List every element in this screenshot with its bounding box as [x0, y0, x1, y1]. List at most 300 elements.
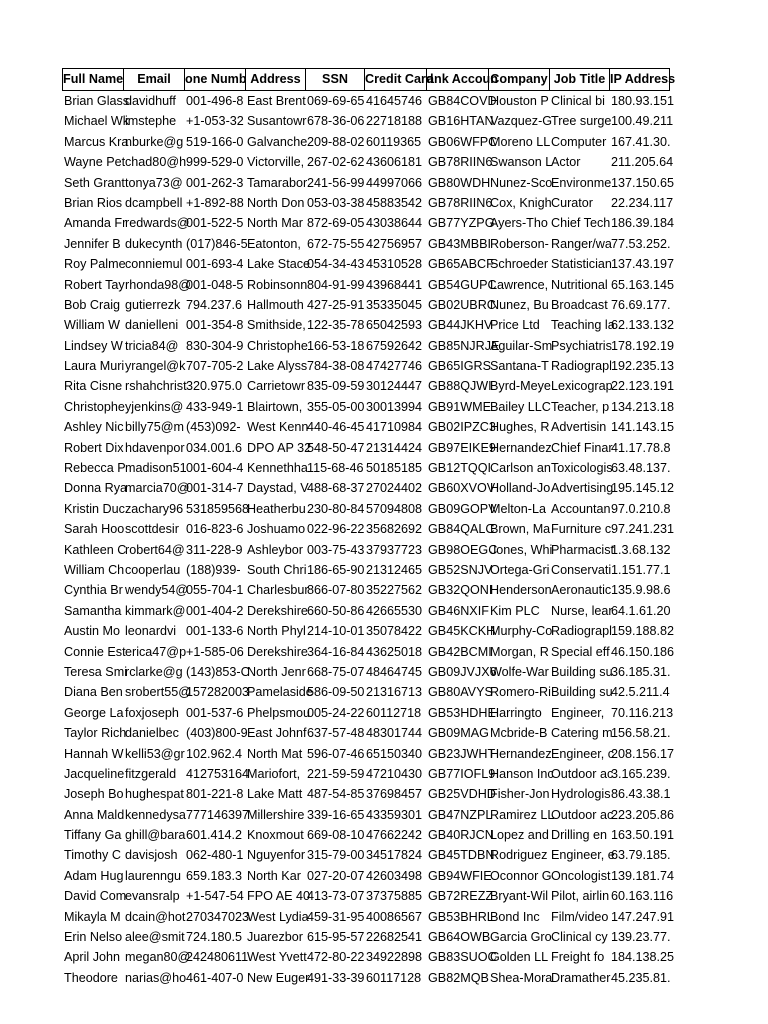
table-cell[interactable]: 97.241.231: [611, 522, 675, 537]
table-cell[interactable]: Freight fo: [551, 950, 605, 965]
table-cell[interactable]: 001-133-6: [186, 624, 244, 639]
table-cell[interactable]: 660-50-86: [307, 603, 365, 618]
table-cell[interactable]: Computer: [551, 134, 607, 149]
table-cell[interactable]: gutierrezk: [125, 297, 181, 312]
table-cell[interactable]: 156.58.21.: [611, 726, 671, 741]
table-cell[interactable]: Derekshire: [247, 644, 308, 659]
table-cell[interactable]: 804-91-99: [307, 277, 365, 292]
table-cell[interactable]: GB85NJRJE: [428, 338, 500, 353]
table-cell[interactable]: Charlesbur: [247, 583, 309, 598]
table-cell[interactable]: 45.235.81.: [611, 970, 671, 985]
table-cell[interactable]: Robert Dix: [64, 440, 124, 455]
table-cell[interactable]: Kristin Duc: [64, 501, 125, 516]
table-cell[interactable]: chad80@h: [125, 155, 187, 170]
table-cell[interactable]: 311-228-9: [186, 542, 243, 557]
table-cell[interactable]: madison51: [125, 461, 187, 476]
table-cell[interactable]: 601.414.2: [186, 828, 243, 843]
table-cell[interactable]: dcain@hot: [125, 909, 186, 924]
table-cell[interactable]: Samantha: [64, 603, 122, 618]
table-cell[interactable]: Marcus Kra: [64, 134, 129, 149]
table-cell[interactable]: 43968441: [366, 277, 423, 292]
table-cell[interactable]: 472-80-22: [307, 950, 365, 965]
table-cell[interactable]: GB88QJWI: [428, 379, 492, 394]
table-cell[interactable]: GB45TDBN: [428, 848, 495, 863]
table-cell[interactable]: 005-24-22: [307, 705, 365, 720]
table-cell[interactable]: 3.165.239.: [611, 766, 671, 781]
table-cell[interactable]: GB84QALC: [428, 522, 495, 537]
table-cell[interactable]: 615-95-57: [307, 930, 365, 945]
table-cell[interactable]: 42756957: [366, 236, 423, 251]
table-cell[interactable]: Eatonton,: [247, 236, 301, 251]
table-cell[interactable]: 001-537-6: [186, 705, 244, 720]
table-cell[interactable]: Ashleybor: [247, 542, 304, 557]
table-cell[interactable]: GB47NZPL: [428, 807, 493, 822]
table-cell[interactable]: GB42BCMI: [428, 644, 492, 659]
table-cell[interactable]: Moreno LL: [490, 134, 551, 149]
table-cell[interactable]: yrangel@k: [125, 359, 186, 374]
table-cell[interactable]: kennedysa: [125, 807, 186, 822]
table-cell[interactable]: GB02UBRC: [428, 297, 496, 312]
table-cell[interactable]: Golden LL: [490, 950, 549, 965]
table-cell[interactable]: Swanson L: [490, 155, 553, 170]
table-cell[interactable]: 37937723: [366, 542, 423, 557]
table-cell[interactable]: Lake Alyss: [247, 359, 308, 374]
table-cell[interactable]: Hallmouth: [247, 297, 304, 312]
table-cell[interactable]: Brown, Ma: [490, 522, 551, 537]
table-cell[interactable]: +1-585-06: [186, 644, 244, 659]
table-cell[interactable]: +1-892-88: [186, 195, 244, 210]
table-cell[interactable]: 45883542: [366, 195, 423, 210]
table-cell[interactable]: Bob Craig: [64, 297, 121, 312]
table-cell[interactable]: Bond Inc: [490, 909, 540, 924]
table-cell[interactable]: Furniture c: [551, 522, 612, 537]
table-cell[interactable]: Cox, Knigh: [490, 195, 552, 210]
table-cell[interactable]: Tree surge: [551, 114, 612, 129]
table-cell[interactable]: 22682541: [366, 930, 423, 945]
table-cell[interactable]: GB78RIIN6: [428, 155, 493, 170]
table-cell[interactable]: 42603498: [366, 868, 423, 883]
table-cell[interactable]: rclarke@g: [125, 664, 183, 679]
table-cell[interactable]: 413-73-07: [307, 889, 365, 904]
table-cell[interactable]: 027-20-07: [307, 868, 365, 883]
table-cell[interactable]: Hydrologis: [551, 787, 611, 802]
table-cell[interactable]: 339-16-65: [307, 807, 365, 822]
table-cell[interactable]: 100.49.211: [611, 114, 674, 129]
table-cell[interactable]: 1.3.68.132: [611, 542, 671, 557]
table-cell[interactable]: tonya73@: [125, 175, 183, 190]
table-cell[interactable]: (017)846-5: [186, 236, 248, 251]
table-cell[interactable]: scottdesir: [125, 522, 179, 537]
table-cell[interactable]: 70.116.213: [611, 705, 674, 720]
table-cell[interactable]: GB98OEGC: [428, 542, 498, 557]
column-header[interactable]: IP Address: [610, 69, 670, 90]
table-cell[interactable]: Lawrence,: [490, 277, 549, 292]
table-cell[interactable]: Psychiatris: [551, 338, 612, 353]
column-header[interactable]: Email: [124, 69, 185, 90]
table-cell[interactable]: ghill@bara: [125, 828, 186, 843]
table-cell[interactable]: (188)939-: [186, 562, 241, 577]
table-cell[interactable]: East Johnf: [247, 726, 307, 741]
table-cell[interactable]: Connie Est: [64, 644, 126, 659]
table-cell[interactable]: 134.213.18: [611, 399, 675, 414]
table-cell[interactable]: GB02IPZC3: [428, 420, 496, 435]
column-header[interactable]: Credit Card: [365, 69, 427, 90]
table-cell[interactable]: GB72REZZ: [428, 889, 494, 904]
table-cell[interactable]: 001-262-3: [186, 175, 244, 190]
table-cell[interactable]: Engineer, c: [551, 746, 615, 761]
table-cell[interactable]: Donna Rya: [64, 481, 128, 496]
table-cell[interactable]: danielleni: [125, 318, 179, 333]
table-cell[interactable]: narias@ho: [125, 970, 187, 985]
table-cell[interactable]: GB80AVYS: [428, 685, 493, 700]
table-cell[interactable]: GB23JWHT: [428, 746, 496, 761]
table-cell[interactable]: West Lydia: [247, 909, 309, 924]
table-cell[interactable]: 43038644: [366, 216, 423, 231]
table-cell[interactable]: 139.23.77.: [611, 930, 671, 945]
table-cell[interactable]: imstephe: [125, 114, 177, 129]
table-cell[interactable]: foxjoseph: [125, 705, 179, 720]
table-cell[interactable]: Blairtown,: [247, 399, 303, 414]
table-cell[interactable]: srobert55@: [125, 685, 191, 700]
table-cell[interactable]: West Yvett: [247, 950, 307, 965]
table-cell[interactable]: 63.48.137.: [611, 461, 671, 476]
table-cell[interactable]: rhonda98@: [125, 277, 192, 292]
table-cell[interactable]: 64.1.61.20: [611, 603, 671, 618]
table-cell[interactable]: 209-88-02: [307, 134, 365, 149]
table-cell[interactable]: GB06WFPC: [428, 134, 498, 149]
table-cell[interactable]: 184.138.25: [611, 950, 675, 965]
table-cell[interactable]: 137.150.65: [611, 175, 675, 190]
table-cell[interactable]: Romero-Ri: [490, 685, 551, 700]
table-cell[interactable]: Santana-T: [490, 359, 549, 374]
table-cell[interactable]: 669-08-10: [307, 828, 365, 843]
table-cell[interactable]: 001-604-4: [186, 461, 244, 476]
table-cell[interactable]: Clinical cy: [551, 930, 608, 945]
table-cell[interactable]: Outdoor ac: [551, 807, 614, 822]
table-cell[interactable]: Hernandez: [490, 746, 552, 761]
table-cell[interactable]: Brian Rios: [64, 195, 123, 210]
table-cell[interactable]: 242480611: [186, 950, 249, 965]
table-cell[interactable]: 320.975.0: [186, 379, 243, 394]
table-cell[interactable]: Hernandez: [490, 440, 552, 455]
table-cell[interactable]: (453)092-: [186, 420, 241, 435]
table-cell[interactable]: Building su: [551, 664, 613, 679]
table-cell[interactable]: 57094808: [366, 501, 423, 516]
table-cell[interactable]: 678-36-06: [307, 114, 365, 129]
table-cell[interactable]: 36.185.31.: [611, 664, 671, 679]
table-cell[interactable]: GB52SNJV: [428, 562, 493, 577]
table-cell[interactable]: Wolfe-War: [490, 664, 549, 679]
table-cell[interactable]: 47210430: [366, 766, 423, 781]
table-cell[interactable]: North Kar: [247, 868, 301, 883]
table-cell[interactable]: davisjosh: [125, 848, 178, 863]
table-cell[interactable]: Advertising: [551, 481, 614, 496]
table-cell[interactable]: 102.962.4: [186, 746, 243, 761]
table-cell[interactable]: 42665530: [366, 603, 423, 618]
table-cell[interactable]: Chief Finar: [551, 440, 613, 455]
table-cell[interactable]: 21314424: [366, 440, 423, 455]
table-cell[interactable]: 488-68-37: [307, 481, 365, 496]
table-cell[interactable]: 65.163.145: [611, 277, 675, 292]
table-cell[interactable]: 053-03-38: [307, 195, 365, 210]
column-header[interactable]: Company: [489, 69, 550, 90]
table-cell[interactable]: 65150340: [366, 746, 423, 761]
table-cell[interactable]: Environme: [551, 175, 612, 190]
table-cell[interactable]: Heatherbu: [247, 501, 306, 516]
table-cell[interactable]: Byrd-Meye: [490, 379, 551, 394]
table-cell[interactable]: Joseph Bo: [64, 787, 124, 802]
table-cell[interactable]: Advertisin: [551, 420, 607, 435]
table-cell[interactable]: 115-68-46: [307, 461, 364, 476]
table-cell[interactable]: 60117128: [366, 970, 422, 985]
table-cell[interactable]: Kennethha: [247, 461, 308, 476]
table-cell[interactable]: erica47@p: [125, 644, 187, 659]
table-cell[interactable]: Mikayla M: [64, 909, 121, 924]
table-cell[interactable]: 001-693-4: [186, 257, 244, 272]
table-cell[interactable]: Broadcast: [551, 297, 608, 312]
table-cell[interactable]: Lexicograp: [551, 379, 613, 394]
table-cell[interactable]: Seth Grant: [64, 175, 125, 190]
table-cell[interactable]: Lopez and: [490, 828, 549, 843]
table-cell[interactable]: +1-053-32: [186, 114, 244, 129]
table-cell[interactable]: GB45KCKH: [428, 624, 496, 639]
table-cell[interactable]: billy75@m: [125, 420, 184, 435]
table-cell[interactable]: Conservati: [551, 562, 612, 577]
table-cell[interactable]: 135.9.98.6: [611, 583, 671, 598]
table-cell[interactable]: William W: [64, 318, 120, 333]
table-cell[interactable]: Holland-Jo: [490, 481, 551, 496]
table-cell[interactable]: Tamarabor: [247, 175, 308, 190]
table-cell[interactable]: 86.43.38.1: [611, 787, 671, 802]
table-cell[interactable]: 1.151.77.1: [611, 562, 671, 577]
table-cell[interactable]: GB53BHRL: [428, 909, 494, 924]
table-cell[interactable]: Brian Glass: [64, 94, 130, 108]
table-cell[interactable]: 001-314-7: [186, 481, 244, 496]
table-cell[interactable]: 211.205.64: [611, 155, 674, 170]
table-cell[interactable]: Aeronautic: [551, 583, 612, 598]
table-cell[interactable]: GB09JVJX6: [428, 664, 497, 679]
table-cell[interactable]: 22.234.117: [611, 195, 674, 210]
table-cell[interactable]: Lindsey W: [64, 338, 123, 353]
table-cell[interactable]: GB32QONI: [428, 583, 493, 598]
column-header[interactable]: one Numb: [185, 69, 246, 90]
table-cell[interactable]: evansralp: [125, 889, 180, 904]
table-cell[interactable]: 48301744: [366, 726, 423, 741]
table-cell[interactable]: Erin Nelso: [64, 930, 123, 945]
table-cell[interactable]: South Chri: [247, 562, 307, 577]
table-cell[interactable]: 001-354-8: [186, 318, 244, 333]
table-cell[interactable]: 97.0.210.8: [611, 501, 671, 516]
table-cell[interactable]: GB60XVOV: [428, 481, 496, 496]
table-cell[interactable]: North Mat: [247, 746, 303, 761]
table-cell[interactable]: 022-96-22: [307, 522, 365, 537]
table-cell[interactable]: David Com: [64, 889, 127, 904]
table-cell[interactable]: Chief Tech: [551, 216, 611, 231]
table-cell[interactable]: Aguilar-Sm: [490, 338, 553, 353]
table-cell[interactable]: 003-75-43: [307, 542, 365, 557]
table-cell[interactable]: Rodriguez: [490, 848, 548, 863]
table-cell[interactable]: 76.69.177.: [611, 297, 671, 312]
table-cell[interactable]: Special eff: [551, 644, 610, 659]
table-cell[interactable]: Jennifer B: [64, 236, 121, 251]
table-cell[interactable]: Roy Palme: [64, 257, 126, 272]
table-cell[interactable]: 41710984: [366, 420, 423, 435]
table-cell[interactable]: 35682692: [366, 522, 423, 537]
table-cell[interactable]: Nutritional: [551, 277, 608, 292]
table-cell[interactable]: GB94WFIE: [428, 868, 492, 883]
table-cell[interactable]: Shea-Mora: [490, 970, 553, 985]
table-cell[interactable]: 21316713: [366, 685, 423, 700]
table-cell[interactable]: 42.5.211.4: [611, 685, 670, 700]
table-cell[interactable]: 531859568: [186, 501, 250, 516]
table-cell[interactable]: 60119365: [366, 134, 422, 149]
table-cell[interactable]: Adam Hug: [64, 868, 124, 883]
table-cell[interactable]: 21312465: [366, 562, 423, 577]
table-cell[interactable]: Timothy C: [64, 848, 121, 863]
table-cell[interactable]: Oncologist: [551, 868, 611, 883]
table-cell[interactable]: 487-54-85: [307, 787, 365, 802]
table-cell[interactable]: Ashley Nic: [64, 420, 124, 435]
table-cell[interactable]: Galvanche: [247, 134, 308, 149]
table-cell[interactable]: Millershire: [247, 807, 305, 822]
table-cell[interactable]: 139.181.74: [611, 868, 675, 883]
table-cell[interactable]: GB16HTAN: [428, 114, 494, 129]
table-cell[interactable]: 44997066: [366, 175, 423, 190]
table-cell[interactable]: Pamelaside: [247, 685, 313, 700]
table-cell[interactable]: GB43MBBI: [428, 236, 491, 251]
table-cell[interactable]: 22.123.191: [611, 379, 675, 394]
table-cell[interactable]: Building su: [551, 685, 613, 700]
table-cell[interactable]: GB44JKHV: [428, 318, 493, 333]
table-cell[interactable]: 001-048-5: [186, 277, 244, 292]
table-cell[interactable]: West Kenn: [247, 420, 309, 435]
table-cell[interactable]: Juarezbor: [247, 930, 304, 945]
table-cell[interactable]: Accountan: [551, 501, 611, 516]
table-cell[interactable]: 48464745: [366, 664, 423, 679]
table-cell[interactable]: dukecynth: [125, 236, 183, 251]
table-cell[interactable]: 724.180.5: [186, 930, 243, 945]
table-cell[interactable]: Susantowr: [247, 114, 307, 129]
table-cell[interactable]: Robert Tay: [64, 277, 125, 292]
table-cell[interactable]: GB54GUPC: [428, 277, 497, 292]
table-cell[interactable]: 60.163.116: [611, 889, 674, 904]
table-cell[interactable]: GB77YZPG: [428, 216, 495, 231]
table-cell[interactable]: Mariofort,: [247, 766, 301, 781]
table-cell[interactable]: Bailey LLC: [490, 399, 551, 414]
table-cell[interactable]: Rebecca P: [64, 461, 126, 476]
table-cell[interactable]: 50185185: [366, 461, 423, 476]
table-cell[interactable]: Henderson: [490, 583, 552, 598]
table-cell[interactable]: Derekshire: [247, 603, 308, 618]
table-cell[interactable]: GB25VDHD: [428, 787, 496, 802]
table-cell[interactable]: 835-09-59: [307, 379, 365, 394]
table-cell[interactable]: Christophe: [247, 338, 308, 353]
table-cell[interactable]: 35227562: [366, 583, 423, 598]
table-cell[interactable]: 35335045: [366, 297, 423, 312]
table-cell[interactable]: Engineer, e: [551, 848, 615, 863]
table-cell[interactable]: 141.143.15: [611, 420, 675, 435]
table-cell[interactable]: GB77IOFL9: [428, 766, 496, 781]
table-cell[interactable]: GB97EIKE9: [428, 440, 496, 455]
table-cell[interactable]: 223.205.86: [611, 807, 675, 822]
table-cell[interactable]: Teacher, p: [551, 399, 610, 414]
table-cell[interactable]: 267-02-62: [307, 155, 365, 170]
table-cell[interactable]: 055-704-1: [186, 583, 244, 598]
table-cell[interactable]: GB53HDHE: [428, 705, 496, 720]
table-cell[interactable]: 43625018: [366, 644, 423, 659]
table-cell[interactable]: April John: [64, 950, 121, 965]
column-header[interactable]: SSN: [306, 69, 365, 90]
table-cell[interactable]: GB12TQQI: [428, 461, 491, 476]
table-cell[interactable]: yjenkins@: [125, 399, 184, 414]
table-cell[interactable]: 001-404-2: [186, 603, 244, 618]
table-cell[interactable]: Nunez-Sco: [490, 175, 553, 190]
table-cell[interactable]: Amanda Fr: [64, 216, 127, 231]
table-cell[interactable]: GB84COVD: [428, 94, 497, 108]
table-cell[interactable]: 163.50.191: [611, 828, 675, 843]
table-cell[interactable]: (403)800-9: [186, 726, 248, 741]
table-cell[interactable]: Carlson an: [490, 461, 551, 476]
table-cell[interactable]: 872-69-05: [307, 216, 365, 231]
table-cell[interactable]: megan80@: [125, 950, 191, 965]
table-cell[interactable]: 034.001.6: [186, 440, 243, 455]
table-cell[interactable]: FPO AE 40: [247, 889, 310, 904]
table-cell[interactable]: Victorville,: [247, 155, 305, 170]
table-cell[interactable]: Actor: [551, 155, 581, 170]
table-cell[interactable]: Curator: [551, 195, 593, 210]
table-cell[interactable]: 001-522-5: [186, 216, 244, 231]
table-cell[interactable]: Oconnor G: [490, 868, 552, 883]
column-header[interactable]: Full Name: [63, 69, 124, 90]
table-cell[interactable]: William Ch: [64, 562, 125, 577]
table-cell[interactable]: Price Ltd: [490, 318, 540, 333]
table-cell[interactable]: Garcia Gro: [490, 930, 552, 945]
table-cell[interactable]: marcia70@: [125, 481, 190, 496]
table-cell[interactable]: GB78RIIN6: [428, 195, 493, 210]
table-cell[interactable]: 999-529-0: [186, 155, 244, 170]
table-cell[interactable]: Kathleen C: [64, 542, 127, 557]
table-cell[interactable]: 41.17.78.8: [611, 440, 671, 455]
table-cell[interactable]: Pilot, airlin: [551, 889, 610, 904]
table-cell[interactable]: Roberson-: [490, 236, 549, 251]
table-cell[interactable]: Dramather: [551, 970, 611, 985]
table-cell[interactable]: Fisher-Jon: [490, 787, 550, 802]
table-cell[interactable]: North Jenr: [247, 664, 306, 679]
table-cell[interactable]: 60112718: [366, 705, 422, 720]
table-cell[interactable]: 34517824: [366, 848, 423, 863]
table-cell[interactable]: GB65ABCF: [428, 257, 494, 272]
table-cell[interactable]: Jacqueline: [64, 766, 125, 781]
table-cell[interactable]: 830-304-9: [186, 338, 244, 353]
table-cell[interactable]: North Don: [247, 195, 305, 210]
table-cell[interactable]: 65042593: [366, 318, 423, 333]
table-cell[interactable]: Jones, Whi: [490, 542, 553, 557]
table-cell[interactable]: GB09MAG: [428, 726, 489, 741]
table-cell[interactable]: Michael Wk: [64, 114, 130, 129]
table-cell[interactable]: Carrietowr: [247, 379, 306, 394]
table-cell[interactable]: 866-07-80: [307, 583, 365, 598]
table-cell[interactable]: wendy54@: [125, 583, 189, 598]
table-cell[interactable]: 27024402: [366, 481, 423, 496]
table-cell[interactable]: robert64@: [125, 542, 185, 557]
table-cell[interactable]: Phelpsmou: [247, 705, 311, 720]
table-cell[interactable]: Christophe: [64, 399, 125, 414]
table-cell[interactable]: GB09GOPV: [428, 501, 497, 516]
table-cell[interactable]: 433-949-1: [186, 399, 244, 414]
table-cell[interactable]: North Phyl: [247, 624, 306, 639]
table-cell[interactable]: 672-75-55: [307, 236, 365, 251]
table-cell[interactable]: GB82MQB: [428, 970, 489, 985]
